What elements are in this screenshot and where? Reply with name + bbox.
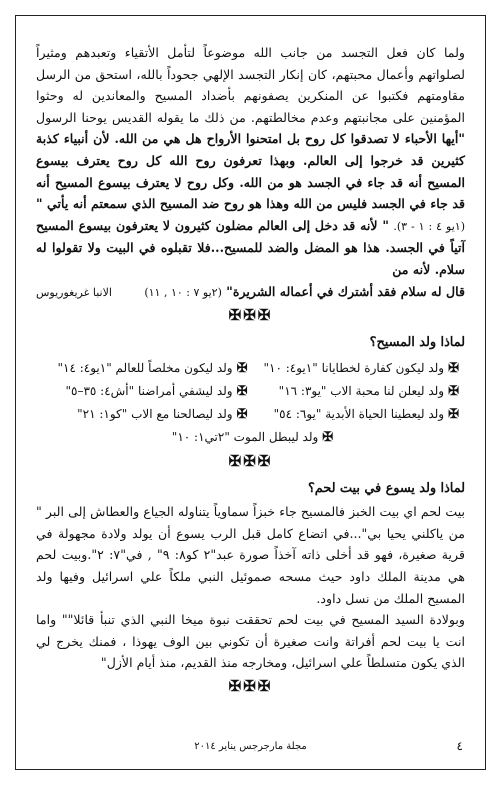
cross-separator-3: ✠✠✠ xyxy=(228,676,273,695)
cross-icon: ✠ xyxy=(236,361,248,377)
list-item: ✠ولد ليبطل الموت "٢تي١: ١٠" xyxy=(171,430,334,446)
list-item: ✠ولد ليكون كفارة لخطايانا "١يو٤: ١٠" xyxy=(263,361,459,377)
paragraph-incarnation xyxy=(36,42,465,281)
quote-closing-line xyxy=(36,281,465,304)
list-item: ✠ولد ليكون مخلصاً للعالم "١يو٤: ١٤" xyxy=(57,361,248,377)
magazine-title: مجلة مارجرجس يناير ٢٠١٤ xyxy=(194,741,307,752)
attribution: الانبا غريغوريوس xyxy=(36,285,112,299)
page-footer xyxy=(16,739,485,759)
list-item: ✠ولد ليعطينا الحياة الأبدية "يو٦: ٥٤" xyxy=(273,407,459,423)
cross-icon: ✠ xyxy=(448,384,459,400)
paragraph-micah-prophecy: وبولادة السيد المسيح في بيت لحم تحققت نبوة ميخا النبي الذي تنبأ قائلا"" واما انت يا بيت لحم أفراتة وانت صغيرة أن تكوني بين الوف يهوذا ، فمنك يخرج لي الذي يكون متسلطاً علي اسرائيل، ومخارجه منذ القديم، منذ أيام الأزل" xyxy=(36,612,465,671)
section-heading-why-born: لماذا ولد المسيح؟ xyxy=(369,335,465,351)
reference-2john: (٢يو ٧ : ١٠ , ١١) xyxy=(144,285,222,299)
quote-first-john: "أيها الأحباء لا تصدقوا كل روح بل امتحنوا الأرواح هل هي من الله. لأن أنبياء كذبة كثيرين قد خرجوا إلى العالم. وبهذا تعرفون روح الله كل روح يعترف بيسوع المسيح أنه قد جاء في الجسد هو من الله. وكل روح لا يعترف بيسوع المسيح أنه قد جاء في الجسد فليس من الله وهذا هو روح ضد المسيح الذي سمعتم أنه يأتي " xyxy=(36,131,465,212)
cross-icon: ✠ xyxy=(448,361,459,377)
verse-list xyxy=(46,357,459,449)
cross-separator-1: ✠✠✠ xyxy=(228,306,273,325)
cross-icon: ✠ xyxy=(236,384,248,400)
list-item: ✠ولد ليشفي أمراضنا "أش٤: ٣٥–٥" xyxy=(65,384,248,400)
page-number: ٤ xyxy=(456,739,463,753)
cross-icon: ✠ xyxy=(322,430,334,446)
reference-1john: (١يو ٤ : ١ - ٣). xyxy=(393,219,465,233)
quote-closing-text: قال له سلام فقد أشترك في أعماله الشريرة" xyxy=(226,283,465,299)
cross-icon: ✠ xyxy=(448,407,459,423)
cross-separator-2: ✠✠✠ xyxy=(228,452,273,471)
page-content xyxy=(36,42,465,702)
list-item: ✠ولد ليصالحنا مع الاب "كو١: ٢١" xyxy=(77,407,248,423)
paragraph-bethlehem: بيت لحم اي بيت الخبز فالمسيح جاء خبزاً سماوياً يتناوله الجياع والعطاش إلى البر " من ياكلني يحيا بي"...في اتضاع كامل قبل الرب يسوع أن يولد ولادة مجهولة في قرية صغيرة، فهو قد أخلى ذاته آخذاً صورة عبد"٢ كو٨: ٩" , في"٧: ٢".وبيت لحم هي مدينة الملك داود حيث مسحه صموئيل النبي ملكاً علي اسرائيل وفيها ولد المسيح الملك من نسل داود. xyxy=(36,504,465,606)
list-item: ✠ولد ليعلن لنا محبة الاب "يو٣: ١٦" xyxy=(278,384,459,400)
paragraph-incarnation-text: ولما كان فعل التجسد من جانب الله موضوعاً لتأمل الأتقياء وتعبدهم ومثيراً لصلواتهم وأعمال محبتهم، كان إنكار التجسد الإلهي جحوداً بالله، استحق من الرسل مقاومتهم فكتبوا عن المنكرين يصفونهم بأضداد المسيح والمعاندين له وحثوا المؤمنين على مجانبتهم وعدم مخالطتهم. من ذلك ما يقوله القديس يوحنا الرسول xyxy=(36,45,465,125)
cross-icon: ✠ xyxy=(236,407,248,423)
section-heading-bethlehem: لماذا ولد يسوع في بيت لحم؟ xyxy=(308,481,465,497)
page-frame xyxy=(15,15,486,770)
quote-second-john: " لأنه قد دخل إلى العالم مضلون كثيرون لا يعترفون بيسوع المسيح آتياً في الجسد. هذا هو المضل والضد للمسيح...فلا تقبلوه في البيت ولا تقولوا له سلام. لأنه من xyxy=(36,217,465,277)
